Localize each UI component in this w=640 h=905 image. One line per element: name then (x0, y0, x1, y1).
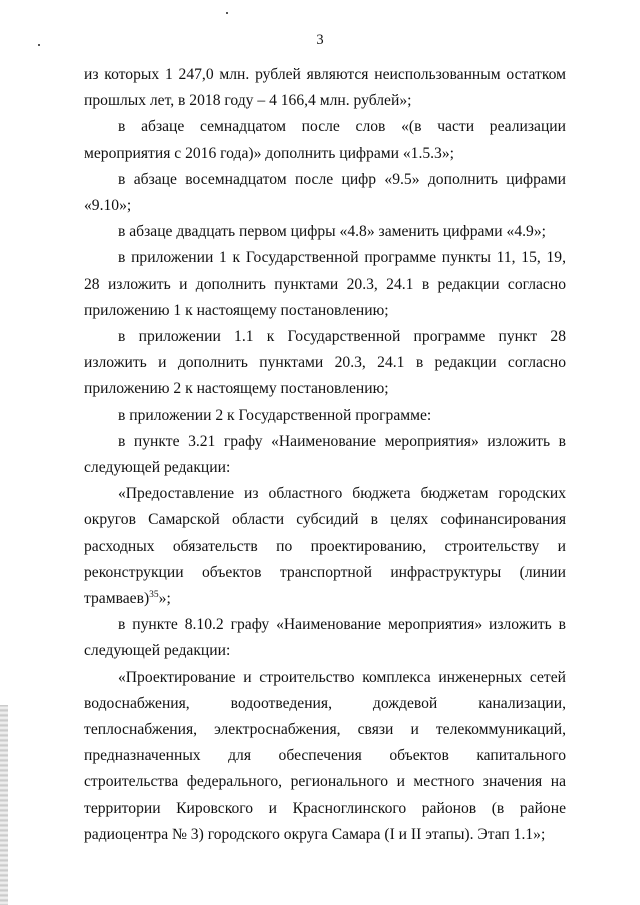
paragraph: в абзаце восемнадцатом после цифр «9.5» дополнить цифрами «9.10»; (84, 170, 566, 215)
page-number: 3 (316, 32, 324, 48)
paragraph: из которых 1 247,0 млн. рублей являются неиспользованным остатком прошлых лет, в 2018 году – 4 166,4 млн. рублей»; (84, 66, 566, 110)
paragraph-tail: »; (158, 590, 171, 608)
paragraph: в приложении 1 к Государственной программе пункты 11, 15, 19, 28 изложить и дополнить пунктами 20.3, 24.1 в редакции согласно приложению 1 к настоящему постановлению; (84, 249, 566, 319)
scan-speck (226, 12, 228, 14)
paragraph: в пункте 3.21 графу «Наименование мероприятия» изложить в следующей редакции: (84, 432, 566, 477)
paragraph (84, 481, 566, 612)
paragraph: «Проектирование и строительство комплекса инженерных сетей водоснабжения, водоотведения, дождевой канализации, теплоснабжения, электроснабжения, связи и телекоммуникаций, предназначенных для обеспечения объектов капитального строительства федерального, регионального и местного значения на территории Кировского и Красноглинского районов (в районе радиоцентра № 3) городского округа Самара (I и II этапы). Этап 1.1»; (84, 668, 566, 843)
paragraph-text: «Предоставление из областного бюджета бюджетам городских округов Самарской области субсидий в целях софинансирования расходных обязательств по проектированию, строительству и реконструкции объектов транспортной инфраструктуры (линии трамваев) (84, 485, 566, 608)
paragraph: в абзаце двадцать первом цифры «4.8» заменить цифрами «4.9»; (118, 223, 546, 241)
paragraph: в абзаце семнадцатом после слов «(в части реализации мероприятия с 2016 года)» дополнить цифрами «1.5.3»; (84, 118, 566, 162)
scan-edge-noise (0, 705, 8, 905)
paragraph: в пункте 8.10.2 графу «Наименование мероприятия» изложить в следующей редакции: (84, 616, 566, 660)
document-body (84, 62, 566, 848)
paragraph: в приложении 1.1 к Государственной программе пункт 28 изложить и дополнить пунктами 20.3, 24.1 в редакции согласно приложению 2 к настоящему постановлению; (84, 328, 566, 398)
paragraph: в приложении 2 к Государственной программе: (118, 406, 432, 424)
scan-speck (38, 44, 40, 46)
footnote-ref: 35 (149, 589, 159, 600)
